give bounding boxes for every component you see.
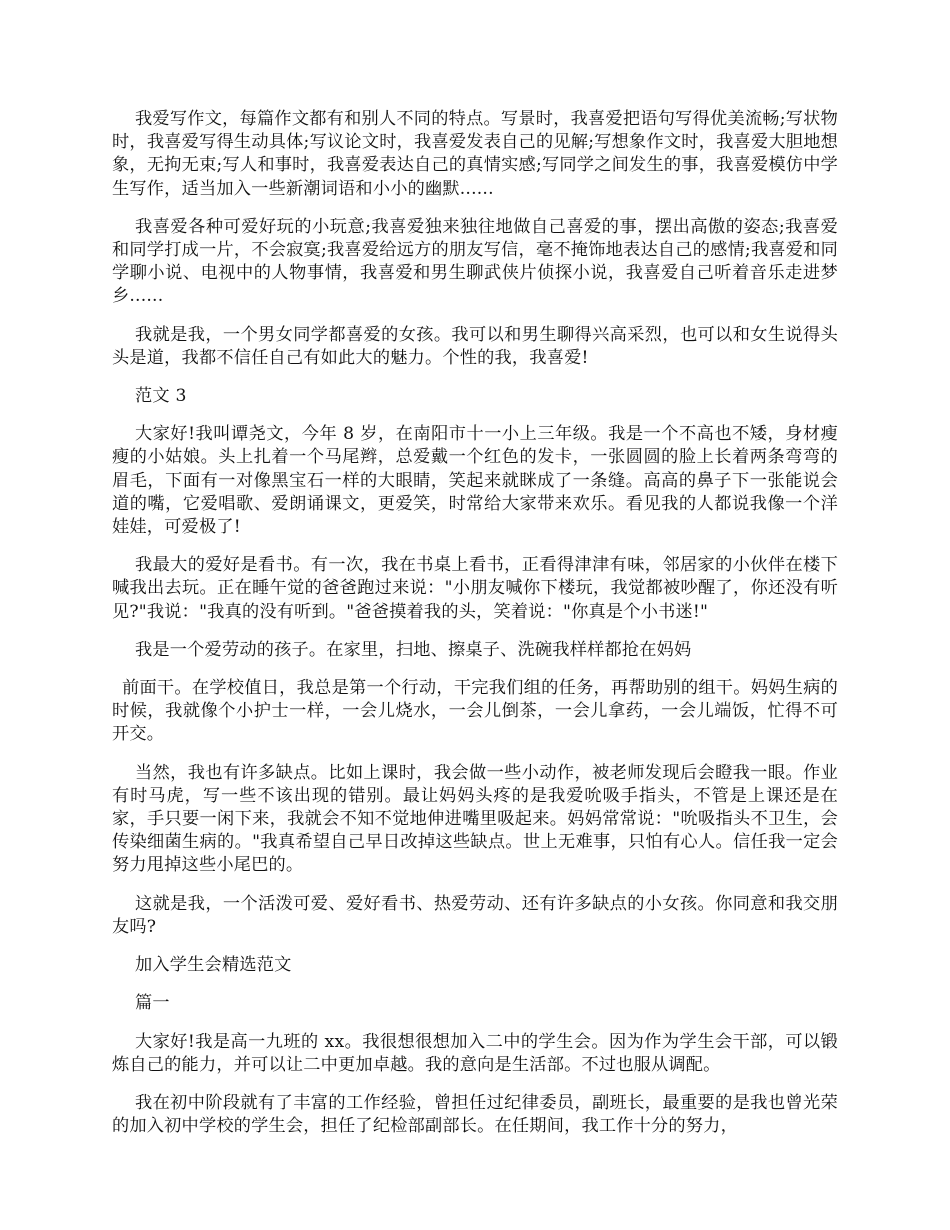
paragraph-shortcomings: 当然，我也有许多缺点。比如上课时，我会做一些小动作，被老师发现后会瞪我一眼。作业有时马虎，写一些不该出现的错别。最让妈妈头疼的是我爱吮吸手指头，不管是上课还是在家，手只要一闲下来，我就会不知不觉地伸进嘴里吸起来。妈妈常常说："吮吸指头不卫生，会传染细菌生病的。"我真希望自己早日改掉这些缺点。世上无难事，只怕有心人。信任我一定会努力甩掉这些小尾巴的。 [112,762,838,876]
section-heading-part-one: 篇一 [135,993,170,1014]
section-heading-sample-3: 范文 3 [135,386,187,407]
paragraph-this-is-me: 我就是我，一个男女同学都喜爱的女孩。我可以和男生聊得兴高采烈，也可以和女生说得头头是道，我都不信任自己有如此大的魅力。个性的我，我喜爱! [112,324,838,368]
paragraph-self-introduction: 大家好!我叫谭尧文，今年 8 岁，在南阳市十一小上三年级。我是一个不高也不矮，身材瘦瘦的小姑娘。头上扎着一个马尾辫，总爱戴一个红色的发卡，一张圆圆的脸上长着两条弯弯的眉毛，下面有一对像黑宝石一样的大眼睛，笑起来就眯成了一条缝。高高的鼻子下一张能说会道的嘴，它爱唱歌、爱朗诵课文，更爱笑，时常给大家带来欢乐。看见我的人都说我像一个洋娃娃，可爱极了! [112,424,838,538]
paragraph-reading-hobby: 我最大的爱好是看书。有一次，我在书桌上看书，正看得津津有味，邻居家的小伙伴在楼下喊我出去玩。正在睡午觉的爸爸跑过来说："小朋友喊你下楼玩，我觉都被吵醒了，你还没有听见?"我说："我真的没有听到。"爸爸摸着我的头，笑着说："你真是个小书迷!" [112,555,838,622]
paragraph-housework-continued: 前面干。在学校值日，我总是第一个行动，干完我们组的任务，再帮助别的组干。妈妈生病的时候，我就像个小护士一样，一会儿烧水，一会儿倒茶，一会儿拿药，一会儿端饭，忙得不可开交。 [112,678,838,745]
section-heading-student-union: 加入学生会精选范文 [135,955,292,976]
paragraph-closing: 这就是我，一个活泼可爱、爱好看书、热爱劳动、还有许多缺点的小女孩。你同意和我交朋友吗? [112,893,838,937]
paragraph-writing-hobby: 我爱写作文，每篇作文都有和别人不同的特点。写景时，我喜爱把语句写得优美流畅;写状物时，我喜爱写得生动具体;写议论文时，我喜爱发表自己的见解;写想象作文时，我喜爱大胆地想象，无拘无束;写人和事时，我喜爱表达自己的真情实感;写同学之间发生的事，我喜爱模仿中学生写作，适当加入一些新潮词语和小小的幽默...... [112,109,838,199]
paragraph-likes: 我喜爱各种可爱好玩的小玩意;我喜爱独来独往地做自己喜爱的事，摆出高傲的姿态;我喜爱和同学打成一片，不会寂寞;我喜爱给远方的朋友写信，毫不掩饰地表达自己的感情;我喜爱和同学聊小说、电视中的人物事情，我喜爱和男生聊武侠片侦探小说，我喜爱自己听着音乐走进梦乡...... [112,216,838,307]
paragraph-union-intro: 大家好!我是高一九班的 xx。我很想很想加入二中的学生会。因为作为学生会干部，可以锻炼自己的能力，并可以让二中更加卓越。我的意向是生活部。不过也服从调配。 [112,1031,838,1075]
paragraph-union-experience: 我在初中阶段就有了丰富的工作经验，曾担任过纪律委员，副班长，最重要的是我也曾光荣的加入初中学校的学生会，担任了纪检部副部长。在任期间，我工作十分的努力， [112,1092,838,1137]
paragraph-housework: 我是一个爱劳动的孩子。在家里，扫地、擦桌子、洗碗我样样都抢在妈妈 [135,639,692,660]
document-page [112,108,838,1153]
